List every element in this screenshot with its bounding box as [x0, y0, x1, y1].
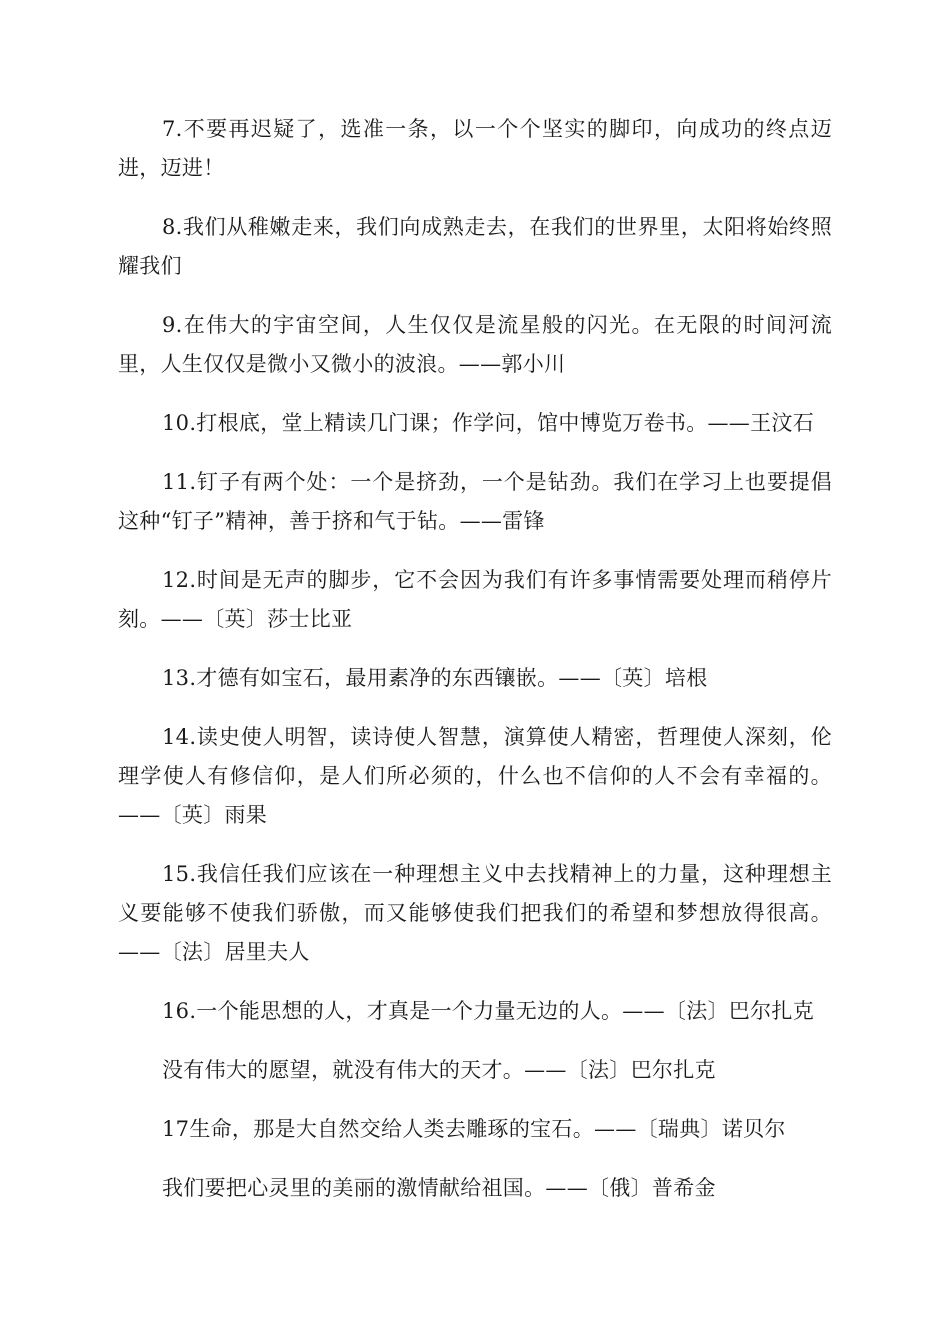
quote-paragraph-12: 12.时间是无声的脚步，它不会因为我们有许多事情需要处理而稍停片刻。——〔英〕莎士比亚 [118, 568, 832, 631]
quote-paragraph-8: 8.我们从稚嫩走来，我们向成熟走去，在我们的世界里，太阳将始终照耀我们 [118, 215, 832, 278]
quote-paragraph-16: 16.一个能思想的人，才真是一个力量无边的人。——〔法〕巴尔扎克 [162, 999, 814, 1023]
quote-paragraph-13: 13.才德有如宝石，最用素净的东西镶嵌。——〔英〕培根 [162, 666, 708, 690]
quote-paragraph-10: 10.打根底，堂上精读几门课；作学问，馆中博览万卷书。——王汶石 [162, 411, 814, 435]
quote-paragraph-7: 7.不要再迟疑了，选准一条，以一个个坚实的脚印，向成功的终点迈进，迈进！ [118, 117, 832, 180]
quote-paragraph-11: 11.钉子有两个处：一个是挤劲，一个是钻劲。我们在学习上也要提倡这种“钉子”精神，善于挤和气于钻。——雷锋 [118, 470, 832, 533]
quote-paragraph-17: 17生命，那是大自然交给人类去雕琢的宝石。——〔瑞典〕诺贝尔 [162, 1117, 786, 1141]
quote-paragraph-16b: 没有伟大的愿望，就没有伟大的天才。——〔法〕巴尔扎克 [162, 1058, 716, 1082]
quote-paragraph-15: 15.我信任我们应该在一种理想主义中去找精神上的力量，这种理想主义要能够不使我们骄傲，而又能够使我们把我们的希望和梦想放得很高。——〔法〕居里夫人 [118, 862, 832, 964]
quote-paragraph-9: 9.在伟大的宇宙空间，人生仅仅是流星般的闪光。在无限的时间河流里，人生仅仅是微小又微小的波浪。——郭小川 [118, 313, 832, 376]
quote-paragraph-17b: 我们要把心灵里的美丽的激情献给祖国。——〔俄〕普希金 [162, 1176, 716, 1200]
quote-paragraph-14: 14.读史使人明智，读诗使人智慧，演算使人精密，哲理使人深刻，伦理学使人有修信仰，是人们所必须的，什么也不信仰的人不会有幸福的。——〔英〕雨果 [118, 725, 832, 827]
